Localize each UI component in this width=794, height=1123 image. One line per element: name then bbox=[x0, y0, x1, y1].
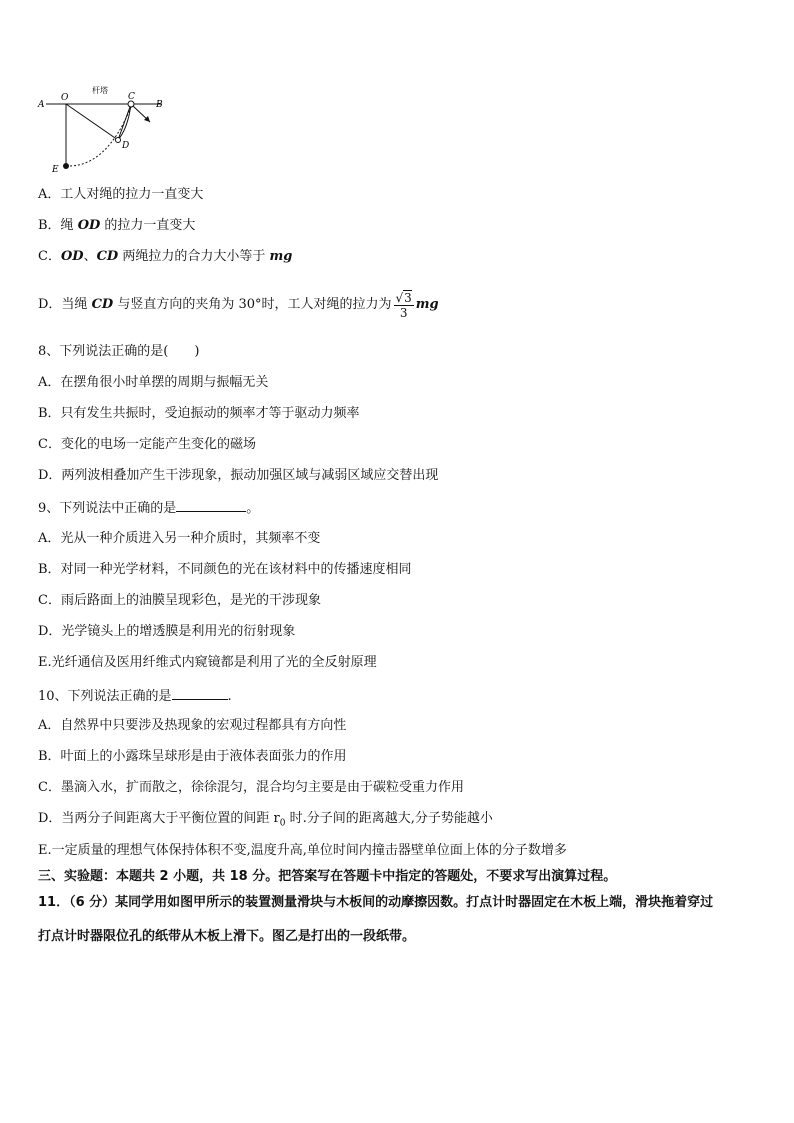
dashed-arc bbox=[66, 107, 131, 166]
q7-c-post: 两绳拉力的合力大小等于 bbox=[118, 249, 270, 264]
label-d: D bbox=[122, 141, 130, 151]
q9-option-d: D．光学镜头上的增透膜是利用光的衍射现象 bbox=[38, 624, 296, 639]
q7-c-var3: mg bbox=[269, 249, 293, 264]
q10-option-b: B．叶面上的小露珠呈球形是由于液体表面张力的作用 bbox=[38, 749, 347, 764]
pulley-d bbox=[116, 138, 121, 143]
rope-od bbox=[66, 104, 118, 140]
q7-c-pre: C． bbox=[38, 249, 61, 264]
q11-line-1: 11．（6 分）某同学用如图甲所示的装置测量滑块与木板间的动摩擦因数。打点计时器固定在木板上端，滑块拖着穿过 bbox=[38, 895, 714, 910]
q7-option-d bbox=[38, 288, 439, 322]
q7-c-mid: 、 bbox=[83, 249, 97, 264]
q9-stem bbox=[38, 498, 259, 518]
q10-d-post: 时.分子间的距离越大,分子势能越小 bbox=[285, 811, 493, 826]
section-3-heading: 三、实验题：本题共 2 小题，共 18 分。把答案写在答题卡中指定的答题处，不要求写出演算过程。 bbox=[38, 869, 617, 884]
q7-d-post: 与竖直方向的夹角为 30°时，工人对绳的拉力为 bbox=[113, 297, 392, 312]
q7-d-den: 3 bbox=[399, 305, 408, 320]
q7-option-a: A．工人对绳的拉力一直变大 bbox=[38, 187, 204, 202]
label-gan: 杆塔 bbox=[92, 86, 108, 95]
q8-option-b: B．只有发生共振时，受迫振动的频率才等于驱动力频率 bbox=[38, 406, 360, 421]
q7-b-var: OD bbox=[77, 218, 101, 233]
q7-c-var2: CD bbox=[96, 249, 119, 264]
weight-e bbox=[63, 163, 69, 169]
q9-option-b: B．对同一种光学材料，不同颜色的光在该材料中的传播速度相同 bbox=[38, 562, 412, 577]
q8-stem: 8、下列说法正确的是( ) bbox=[38, 344, 200, 359]
q9-stem-post: 。 bbox=[246, 501, 260, 516]
q10-option-d bbox=[38, 810, 493, 833]
q10-stem bbox=[38, 686, 232, 706]
label-o: O bbox=[61, 93, 69, 103]
q7-d-num: 3 bbox=[404, 290, 412, 305]
q7-option-b bbox=[38, 217, 195, 235]
q7-b-pre: B．绳 bbox=[38, 218, 78, 233]
q8-option-c: C．变化的电场一定能产生变化的磁场 bbox=[38, 437, 256, 452]
q10-blank bbox=[172, 686, 228, 700]
q10-option-c: C．墨滴入水，扩而散之，徐徐混匀，混合均匀主要是由于碳粒受重力作用 bbox=[38, 780, 464, 795]
label-b: B bbox=[156, 100, 163, 110]
q9-option-a: A．光从一种介质进入另一种介质时，其频率不变 bbox=[38, 531, 321, 546]
q7-d-fraction: $\frac{√3}{3}$ bbox=[395, 290, 412, 320]
q9-option-e: E.光纤通信及医用纤维式内窥镜都是利用了光的全反射原理 bbox=[38, 655, 377, 670]
q10-stem-pre: 10、下列说法正确的是 bbox=[38, 689, 172, 704]
q9-option-c: C．雨后路面上的油膜呈现彩色，是光的干涉现象 bbox=[38, 593, 321, 608]
q10-option-a: A．自然界中只要涉及热现象的宏观过程都具有方向性 bbox=[38, 718, 347, 733]
q7-d-pre: D．当绳 bbox=[38, 297, 92, 312]
q7-option-c bbox=[38, 248, 292, 266]
q9-blank bbox=[176, 498, 246, 512]
q10-d-sub: 0 bbox=[279, 818, 286, 829]
q10-stem-post: . bbox=[227, 689, 232, 704]
q7-b-post: 的拉力一直变大 bbox=[100, 218, 196, 233]
q8-option-d: D．两列波相叠加产生干涉现象，振动加强区域与减弱区域应交替出现 bbox=[38, 468, 439, 483]
q9-stem-pre: 9、下列说法中正确的是 bbox=[38, 501, 177, 516]
q7-d-var: CD bbox=[91, 297, 114, 312]
label-e: E bbox=[52, 165, 59, 175]
label-a: A bbox=[38, 100, 45, 110]
pulley-diagram bbox=[36, 82, 186, 178]
q8-option-a: A．在摆角很小时单摆的周期与振幅无关 bbox=[38, 375, 269, 390]
q11-line-2: 打点计时器限位孔的纸带从木板上滑下。图乙是打出的一段纸带。 bbox=[38, 929, 416, 944]
q7-d-var2: mg bbox=[415, 297, 439, 312]
q10-option-e: E.一定质量的理想气体保持体积不变,温度升高,单位时间内撞击器壁单位面上体的分子数增多 bbox=[38, 843, 567, 858]
label-c: C bbox=[128, 92, 135, 102]
q10-d-pre: D．当两分子间距离大于平衡位置的间距 r bbox=[38, 811, 280, 826]
q7-c-var1: OD bbox=[60, 249, 84, 264]
